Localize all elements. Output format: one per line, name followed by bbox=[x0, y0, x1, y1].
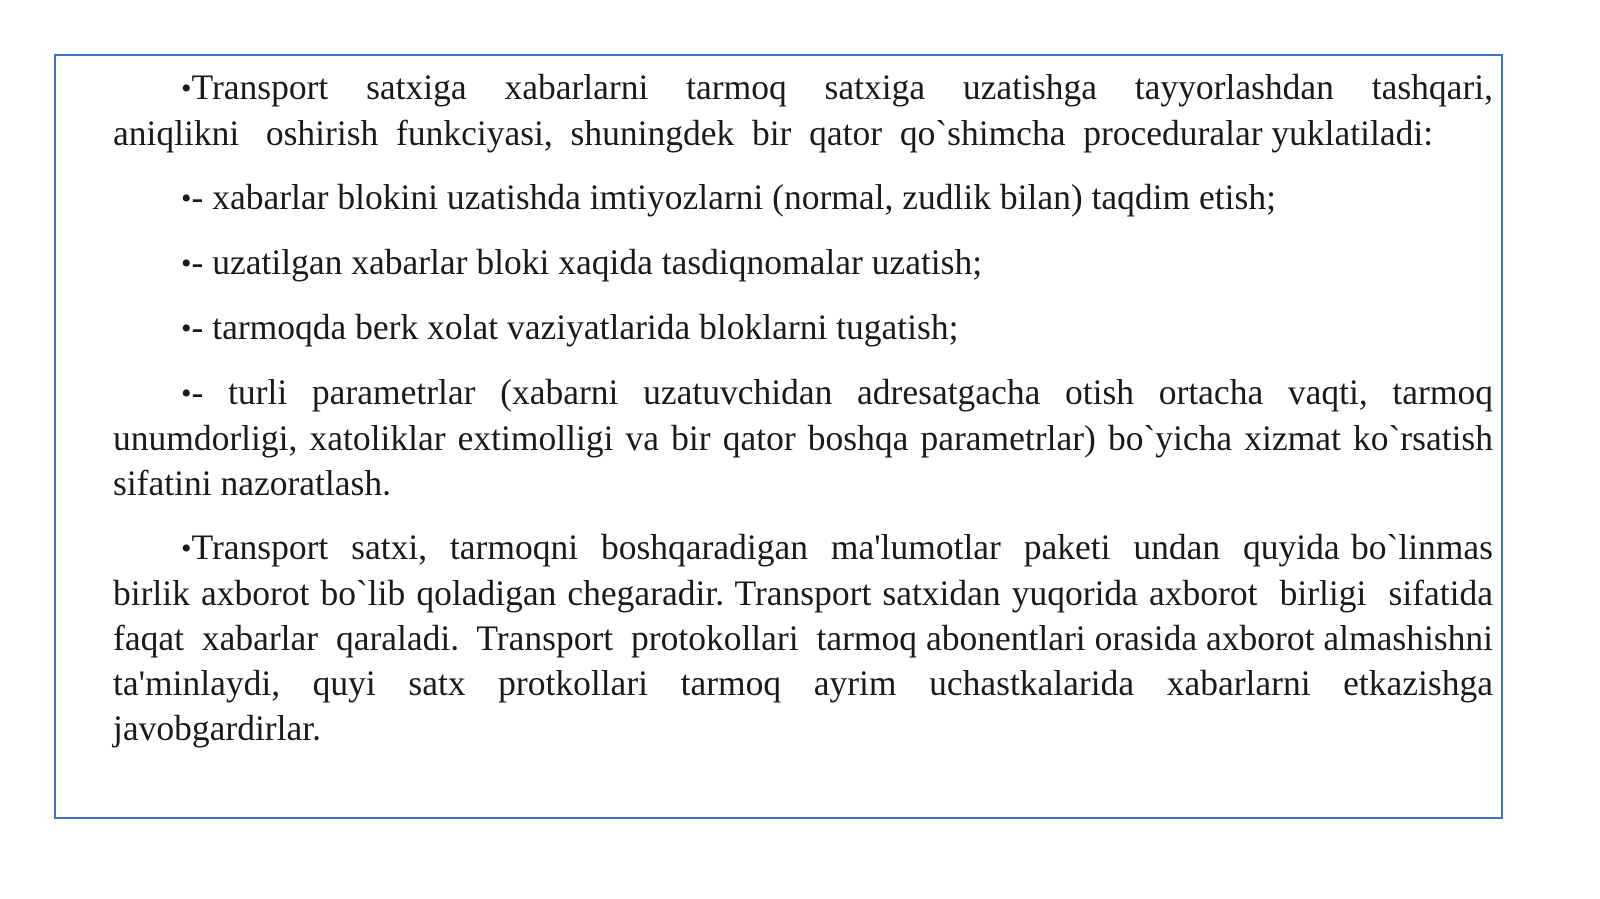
paragraph-item-priorities bbox=[113, 175, 1493, 221]
bullet-marker: • bbox=[181, 247, 192, 280]
paragraph-transport-intro bbox=[113, 65, 1511, 156]
paragraph-text: Transport satxiga xabarlarni tarmoq satxiga uzatishga tayyorlashdan tashqari, aniqlikni oshirish funkciyasi, shuningdek bir qator qo`shimcha proceduralar yuklatiladi: bbox=[113, 67, 1511, 153]
bullet-marker: • bbox=[181, 532, 192, 565]
paragraph-item-quality-control bbox=[113, 370, 1502, 506]
paragraph-text: - xabarlar blokini uzatishda imtiyozlarni (normal, zudlik bilan) taqdim etish; bbox=[191, 177, 1276, 217]
paragraph-text: Transport satxi, tarmoqni boshqaradigan ma'lumotlar paketi undan quyida bo`linmas birlik axborot bo`lib qoladigan chegaradir. Transport satxidan yuqorida axborot birligi sifatida faqat xabarlar qaraladi. Transport protokollari tarmoq abonentlari orasida axborot almashishni ta'minlaydi, quyi satx protkollari tarmoq ayrim uchastkalarida xabarlarni etkazishga javobgardirlar. bbox=[113, 527, 1511, 748]
paragraph-text: - tarmoqda berk xolat vaziyatlarida bloklarni tugatish; bbox=[191, 307, 959, 347]
slide-text-body bbox=[113, 65, 1511, 770]
bullet-marker: • bbox=[181, 312, 192, 345]
paragraph-text: - uzatilgan xabarlar bloki xaqida tasdiqnomalar uzatish; bbox=[191, 242, 983, 282]
bullet-marker: • bbox=[181, 72, 192, 105]
paragraph-item-acknowledgements bbox=[113, 240, 1493, 286]
paragraph-item-deadlock bbox=[113, 305, 1493, 351]
bullet-marker: • bbox=[181, 377, 192, 410]
slide-text-frame bbox=[54, 54, 1511, 819]
paragraph-transport-boundary bbox=[113, 525, 1511, 751]
paragraph-text: - turli parametrlar (xabarni uzatuvchidan adresatgacha otish ortacha vaqti, tarmoq unumdorligi, xatoliklar extimolligi va bir qator boshqa parametrlar) bo`yicha xizmat ko`rsatish sifatini nazoratlash. bbox=[113, 372, 1502, 503]
bullet-marker: • bbox=[181, 182, 192, 215]
